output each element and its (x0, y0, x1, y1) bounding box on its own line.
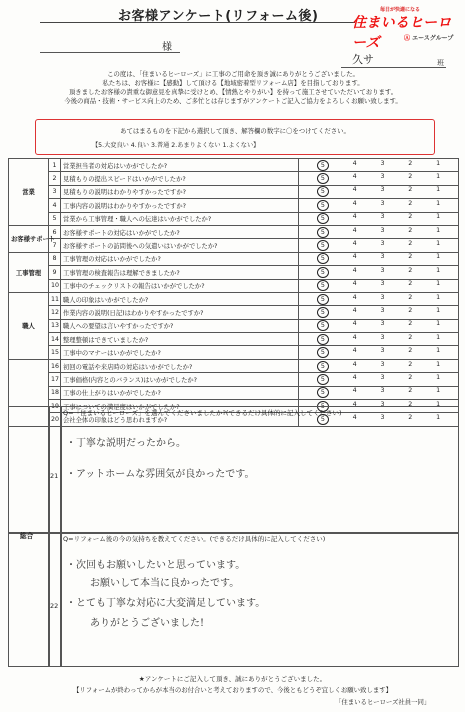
rating-option[interactable]: 3 (380, 173, 385, 181)
rating-option[interactable]: 4 (352, 320, 357, 328)
question-number: 11 (49, 292, 61, 305)
question-text: 工事管理の対応はいかがでしたか? (61, 252, 299, 265)
rating-option[interactable]: 2 (408, 159, 413, 167)
table-row (9, 252, 459, 265)
q22-answer-line: お願いして本当に良かったです。 (90, 578, 240, 589)
rating-option[interactable]: 1 (436, 387, 441, 395)
question-number: 6 (49, 225, 61, 238)
rating-option[interactable]: 4 (352, 400, 357, 408)
rating-option[interactable]: 4 (352, 306, 357, 314)
question-text: 営業担当者の対応はいかがでしたか? (61, 159, 299, 172)
rating-option[interactable]: 2 (408, 373, 413, 381)
rating-table (8, 158, 459, 427)
question-number: 1 (49, 159, 61, 172)
rating-option-selected[interactable]: 5 (317, 160, 329, 171)
overall-category-cell (8, 532, 50, 667)
rating-scale (299, 239, 459, 252)
q21-answer-line: ・丁寧な説明だったから。 (66, 438, 186, 449)
rating-option[interactable]: 1 (436, 414, 441, 422)
rating-option[interactable]: 2 (408, 226, 413, 234)
q22-answer-line: ・とても丁寧な対応に大変満足しています。 (66, 598, 266, 609)
table-row (9, 346, 459, 359)
table-row (9, 266, 459, 279)
question-number: 4 (49, 199, 61, 212)
footer-signature: 「住まいるヒーローズ社員一同」 (335, 698, 431, 706)
rating-option[interactable]: 2 (408, 173, 413, 181)
customer-name-line (40, 52, 180, 53)
rating-scale (299, 172, 459, 185)
rating-scale (299, 225, 459, 238)
rating-option[interactable]: 3 (380, 293, 385, 301)
rating-option-selected[interactable]: 5 (317, 173, 329, 184)
rating-option[interactable]: 3 (380, 373, 385, 381)
question-text: お客様サポートの対応はいかがでしたか? (61, 225, 299, 238)
rating-option-selected[interactable]: 5 (317, 401, 329, 412)
rating-option[interactable]: 3 (380, 414, 385, 422)
rating-option[interactable]: 3 (380, 159, 385, 167)
question-text: 工事管理の検査報告は理解できましたか? (61, 266, 299, 279)
rating-option[interactable]: 2 (408, 306, 413, 314)
category-sales: 営業 (9, 159, 49, 226)
rating-option[interactable]: 2 (408, 213, 413, 221)
rating-option[interactable]: 4 (352, 266, 357, 274)
q22-answer-line: ありがとうございました! (90, 618, 205, 629)
category-craft: 職人 (9, 292, 49, 359)
title-underline (40, 22, 355, 23)
rating-option[interactable]: 2 (408, 400, 413, 408)
question-text: 見積もりの説明はわかりやすかったですか? (61, 185, 299, 198)
rating-option[interactable]: 3 (380, 320, 385, 328)
table-row (9, 172, 459, 185)
question-number: 10 (49, 279, 61, 292)
q22-answer-line: ・次回もお願いしたいと思っています。 (66, 560, 246, 571)
rating-option-selected[interactable]: 5 (317, 320, 329, 331)
rating-option[interactable]: 1 (436, 199, 441, 207)
staff-group-label: 班 (437, 59, 444, 67)
rating-option[interactable]: 4 (352, 199, 357, 207)
table-row (9, 225, 459, 238)
rating-scale (299, 159, 459, 172)
intro-line: 今後の商品・技術・サービス向上のため、ご多忙とは存じますがアンケートご記入ご協力をよろしくお願い致します。 (64, 97, 402, 105)
rating-scale (299, 185, 459, 198)
rating-scale (299, 346, 459, 359)
rating-option[interactable]: 4 (352, 186, 357, 194)
category-support: お客様サポート (9, 225, 49, 252)
question-text: 整理整頓はできていましたか? (61, 333, 299, 346)
table-row (9, 373, 459, 386)
rating-option[interactable]: 1 (436, 173, 441, 181)
rating-option[interactable]: 4 (352, 360, 357, 368)
logo-tagline: 毎日が快適になる (380, 7, 421, 13)
rating-option[interactable]: 4 (352, 280, 357, 288)
rating-scale (299, 386, 459, 399)
question-number: 9 (49, 266, 61, 279)
question-text: お客様サポートの訪問後への気遣いはいかがでしたか? (61, 239, 299, 252)
question-number: 20 (49, 413, 61, 426)
rating-option[interactable]: 3 (380, 333, 385, 341)
q22-prompt: Q=リフォーム後の今の気持ちを教えてください。(できるだけ具体的に記入してください) (63, 535, 326, 543)
rating-scale (299, 212, 459, 225)
rating-option[interactable]: 3 (380, 199, 385, 207)
rating-option[interactable]: 4 (352, 226, 357, 234)
rating-option[interactable]: 3 (380, 387, 385, 395)
question-text: 職人への要望は言いやすかったですか? (61, 319, 299, 332)
rating-option-selected[interactable]: 5 (317, 186, 329, 197)
rating-option[interactable]: 2 (408, 360, 413, 368)
rating-option[interactable]: 1 (436, 347, 441, 355)
rating-option[interactable]: 1 (436, 400, 441, 408)
table-row (9, 279, 459, 292)
rating-option-selected[interactable]: 5 (317, 227, 329, 238)
rating-option-selected[interactable]: 5 (317, 387, 329, 398)
rating-scale (299, 266, 459, 279)
rating-option[interactable]: 3 (380, 266, 385, 274)
table-row (9, 212, 459, 225)
question-text: 見積もりの提出スピードはいかがでしたか? (61, 172, 299, 185)
rating-option[interactable]: 4 (352, 333, 357, 341)
rating-scale (299, 359, 459, 372)
rating-option[interactable]: 2 (408, 347, 413, 355)
question-text: 営業から工事管理・職人への伝達はいかがでしたか? (61, 212, 299, 225)
table-row (9, 292, 459, 305)
question-number: 18 (49, 386, 61, 399)
rating-option[interactable]: 3 (380, 347, 385, 355)
rating-scale (299, 373, 459, 386)
rating-option[interactable]: 1 (436, 186, 441, 194)
rating-option-selected[interactable]: 5 (317, 334, 329, 345)
footer-thanks: ★アンケートにご記入して頂き、誠にありがとうございました。 (138, 675, 327, 683)
rating-option[interactable]: 3 (380, 253, 385, 261)
rating-option-selected[interactable]: 5 (317, 347, 329, 358)
rating-option[interactable]: 2 (408, 253, 413, 261)
rating-option[interactable]: 2 (408, 240, 413, 248)
rating-scale (299, 199, 459, 212)
rating-option[interactable]: 1 (436, 360, 441, 368)
group-mark-icon: Ⓐ (404, 35, 411, 42)
category-mgmt: 工事管理 (9, 252, 49, 292)
rating-option-selected[interactable]: 5 (317, 361, 329, 372)
question-text: 作業内容の説明(日記)はわかりやすかったですか? (61, 306, 299, 319)
rating-option[interactable]: 2 (408, 199, 413, 207)
rating-option[interactable]: 4 (352, 414, 357, 422)
rating-scale (299, 292, 459, 305)
rating-option-selected[interactable]: 5 (317, 267, 329, 278)
rating-option[interactable]: 3 (380, 400, 385, 408)
rating-option[interactable]: 4 (352, 347, 357, 355)
rating-option[interactable]: 4 (352, 373, 357, 381)
table-row (9, 239, 459, 252)
q21-prompt: Q=「住まいるヒーローズ」を選んでくださいましたか?(できるだけ具体的に記入してください) (63, 409, 342, 417)
rating-scale (299, 333, 459, 346)
rating-option[interactable]: 2 (408, 266, 413, 274)
rating-option-selected[interactable]: 5 (317, 414, 329, 425)
table-row (9, 333, 459, 346)
logo-group (404, 33, 453, 42)
question-text: 職人の印象はいかがでしたか? (61, 292, 299, 305)
question-number: 19 (49, 400, 61, 413)
table-row (9, 359, 459, 372)
intro-line: 私たちは、お客様に【感動】して頂ける【地域密着型リフォーム店】を目指しております。 (102, 79, 364, 87)
rating-option[interactable]: 2 (408, 293, 413, 301)
rating-option[interactable]: 4 (352, 293, 357, 301)
q22-num: 22 (50, 602, 59, 610)
rating-option[interactable]: 3 (380, 226, 385, 234)
q21-answer-line: ・アットホームな雰囲気が良かったです。 (66, 469, 255, 480)
rating-option[interactable]: 1 (436, 159, 441, 167)
staff-name: 久サ (352, 53, 374, 66)
table-row (9, 199, 459, 212)
q21-num: 21 (50, 472, 59, 480)
intro-line: この度は、「住まいるヒーローズ」に工事のご用命を頂き誠にありがとうございました。 (107, 70, 359, 78)
logo-group-label: エースグループ (412, 35, 454, 42)
rating-option[interactable]: 1 (436, 373, 441, 381)
rating-option[interactable]: 3 (380, 213, 385, 221)
customer-honorific: 様 (162, 42, 172, 53)
rating-option[interactable]: 3 (380, 280, 385, 288)
rating-option[interactable]: 2 (408, 320, 413, 328)
rating-option[interactable]: 2 (408, 333, 413, 341)
question-text: 工事中のチェックリストの報告はいかがでしたか? (61, 279, 299, 292)
rating-option-selected[interactable]: 5 (317, 374, 329, 385)
question-number: 13 (49, 319, 61, 332)
question-number: 16 (49, 359, 61, 372)
instructions-box (35, 119, 435, 155)
rating-scale (299, 252, 459, 265)
question-number: 8 (49, 252, 61, 265)
category-overall: 総合 (20, 532, 34, 540)
rating-option[interactable]: 2 (408, 387, 413, 395)
rating-option-selected[interactable]: 5 (317, 294, 329, 305)
rating-option[interactable]: 3 (380, 360, 385, 368)
rating-option[interactable]: 1 (436, 306, 441, 314)
rating-scale (299, 319, 459, 332)
question-text: 工事価格(内容とのバランス)はいかがでしたか? (61, 373, 299, 386)
rating-option[interactable]: 2 (408, 280, 413, 288)
table-row (9, 185, 459, 198)
rating-option-selected[interactable]: 5 (317, 280, 329, 291)
instructions-line: あてはまるものを下記から選択して頂き、解答欄の数字に〇をつけてください。 (120, 127, 350, 135)
rating-legend: 【5.大変良い 4.良い 3.普通 2.あまりよくない 1.よくない】 (92, 142, 260, 149)
question-number: 3 (49, 185, 61, 198)
table-row (9, 319, 459, 332)
rating-option-selected[interactable]: 5 (317, 240, 329, 251)
rating-option[interactable]: 1 (436, 253, 441, 261)
rating-option[interactable]: 1 (436, 266, 441, 274)
rating-option[interactable]: 4 (352, 213, 357, 221)
rating-option[interactable]: 4 (352, 240, 357, 248)
rating-option[interactable]: 2 (408, 414, 413, 422)
rating-option[interactable]: 1 (436, 213, 441, 221)
rating-option[interactable]: 1 (436, 333, 441, 341)
rating-option[interactable]: 1 (436, 293, 441, 301)
question-text: 工事についての満足度はいかがでしたか? (61, 400, 299, 413)
question-number: 7 (49, 239, 61, 252)
question-number: 5 (49, 212, 61, 225)
rating-option[interactable]: 4 (352, 159, 357, 167)
question-number: 15 (49, 346, 61, 359)
table-row (9, 159, 459, 172)
rating-option[interactable]: 1 (436, 226, 441, 234)
rating-option[interactable]: 1 (436, 280, 441, 288)
question-number: 12 (49, 306, 61, 319)
rating-option[interactable]: 3 (380, 306, 385, 314)
rating-option[interactable]: 4 (352, 173, 357, 181)
rating-option[interactable]: 2 (408, 186, 413, 194)
rating-option-selected[interactable]: 5 (317, 253, 329, 264)
rating-option[interactable]: 4 (352, 253, 357, 261)
intro-line: 頂きましたお客様の貴重な御意見を真摯に受けとめ、【情熱とやりがい】を持って施工させていただいております。 (68, 88, 398, 96)
rating-option[interactable]: 1 (436, 240, 441, 248)
intro-text (18, 70, 448, 106)
question-number: 17 (49, 373, 61, 386)
rating-option-selected[interactable]: 5 (317, 200, 329, 211)
question-text: 工事内容の説明はわかりやすかったですか? (61, 199, 299, 212)
company-logo: 住まいるヒーローズ (352, 15, 452, 51)
rating-scale (299, 279, 459, 292)
rating-option[interactable]: 3 (380, 186, 385, 194)
rating-option[interactable]: 1 (436, 320, 441, 328)
rating-option-selected[interactable]: 5 (317, 213, 329, 224)
rating-option-selected[interactable]: 5 (317, 307, 329, 318)
page-title: お客様アンケート(リフォーム後) (118, 9, 319, 24)
rating-scale (299, 306, 459, 319)
table-row (9, 386, 459, 399)
rating-option[interactable]: 4 (352, 387, 357, 395)
table-row (9, 306, 459, 319)
rating-option[interactable]: 3 (380, 240, 385, 248)
question-text: 初回の電話や来店時の対応はいかがでしたか? (61, 359, 299, 372)
question-text: 工事の仕上がりはいかがでしたか? (61, 386, 299, 399)
question-number: 14 (49, 333, 61, 346)
footer-message: 【リフォームが終わってからが本当のお付合いと考えておりますので、今後ともどうぞ宜しくお願い致します】 (72, 686, 393, 694)
question-text: 工事中のマナーはいかがでしたか? (61, 346, 299, 359)
question-number: 2 (49, 172, 61, 185)
question-text: 会社全体の印象はどう思われますか? (61, 413, 299, 426)
overall-category-cell (8, 406, 50, 534)
